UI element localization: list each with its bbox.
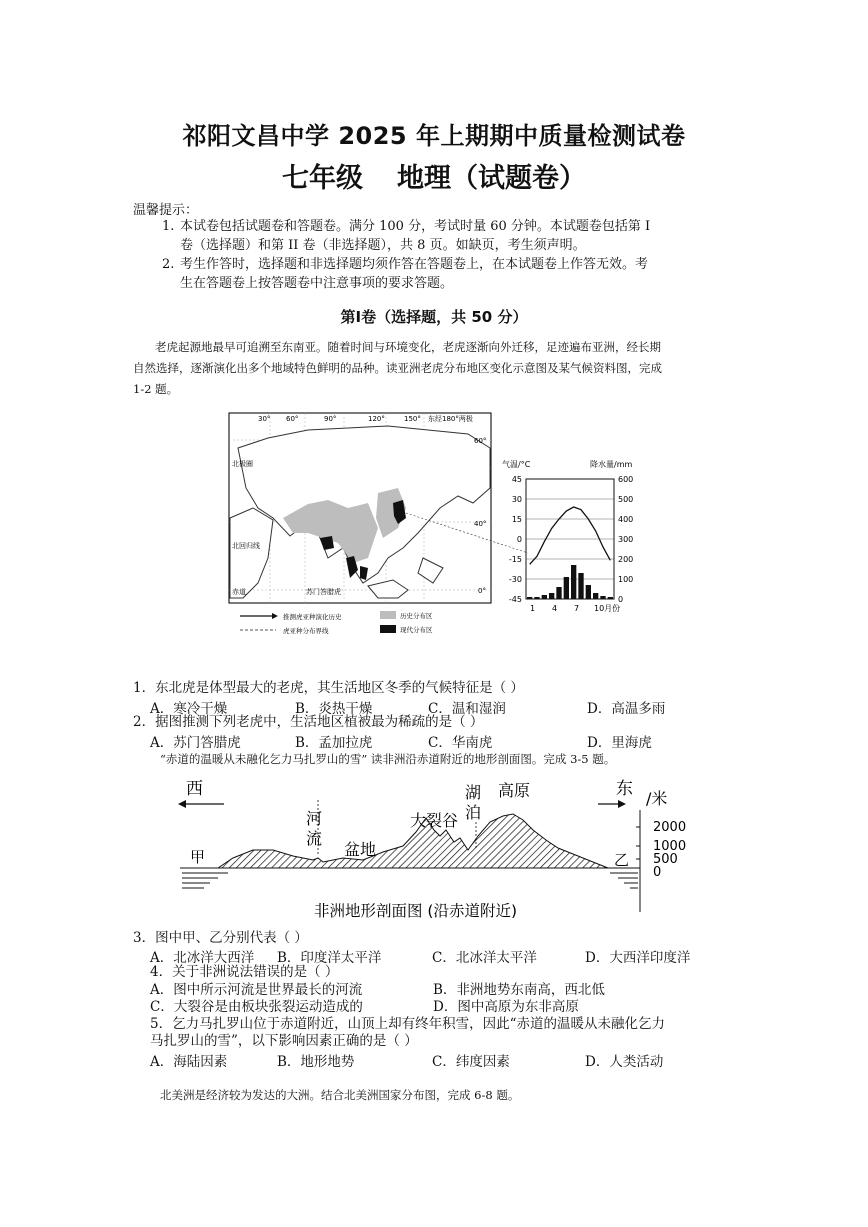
map-lon-label: 120° xyxy=(368,415,385,423)
tip-2-line-1: 考生作答时，选择题和非选择题均须作答在答题卷上，在本试题卷上作答无效。考 xyxy=(180,257,649,272)
option-b[interactable]: B．印度洋太平洋 xyxy=(277,950,382,966)
map-lon-label: 150° xyxy=(404,415,421,423)
climate-left-axis-label: 气温/°C xyxy=(502,460,531,469)
precip-bar xyxy=(564,577,569,599)
question-4-stem: 4．关于非洲说法错误的是（ ） xyxy=(150,964,339,980)
option-b[interactable]: B．炎热干燥 xyxy=(295,701,373,717)
yi-label: 乙 xyxy=(614,851,630,869)
tip-1-line-1: 本试卷包括试题卷和答题卷。满分 100 分，考试时量 60 分钟。本试题卷包括第 I xyxy=(180,219,651,234)
option-d[interactable]: D．人类活动 xyxy=(585,1054,664,1070)
option-a[interactable]: A．图中所示河流是世界最长的河流 xyxy=(150,982,363,998)
question-3-stem: 3．图中甲、乙分别代表（ ） xyxy=(133,930,308,946)
map-lon-label: 90° xyxy=(324,415,337,423)
west-label: 西 xyxy=(186,779,203,799)
month-tick: 4 xyxy=(552,604,558,613)
map-legend-label: 现代分布区 xyxy=(400,626,433,634)
option-b[interactable]: B．非洲地势东南高，西北低 xyxy=(433,982,605,998)
map-place-label: 北极圈 xyxy=(232,460,253,468)
river-label: 河 xyxy=(306,809,323,828)
temp-tick: 30 xyxy=(511,495,522,504)
option-c[interactable]: C．北冰洋太平洋 xyxy=(432,950,537,966)
temp-tick: -30 xyxy=(508,575,522,584)
basin-label: 盆地 xyxy=(344,840,377,859)
precip-tick: 100 xyxy=(618,575,634,584)
option-d[interactable]: D．里海虎 xyxy=(587,735,652,751)
intro-paragraph-1: 老虎起源地最早可追溯至东南亚。随着时间与环境变化，老虎逐渐向外迁移，足迹遍布亚洲，经长期 自然选择，逐渐演化出多个地域特色鲜明的品种。读亚洲老虎分布地区变化示意图及某气候资料图，完成 1-2 题。 xyxy=(133,340,662,396)
tips-label: 温馨提示： xyxy=(133,203,199,218)
intro-paragraph-2: “赤道的温暖从未融化乞力马扎罗山的雪” 读非洲沿赤道附近的地形剖面图。完成 3-5 题。 xyxy=(160,752,616,766)
elevation-tick: 2000 xyxy=(653,820,687,835)
temperature-line xyxy=(530,507,611,564)
map-lon-label: 60° xyxy=(286,415,299,423)
jia-label: 甲 xyxy=(190,848,206,866)
precip-bar xyxy=(556,587,561,599)
option-c[interactable]: C．华南虎 xyxy=(428,735,493,751)
exam-subtitle xyxy=(0,156,868,195)
month-tick: 10月份 xyxy=(594,604,621,613)
plateau-label: 高原 xyxy=(498,781,531,800)
east-label: 东 xyxy=(616,779,633,799)
map-legend-label: 历史分布区 xyxy=(400,612,433,620)
option-d[interactable]: D．高温多雨 xyxy=(587,701,666,717)
precip-tick: 500 xyxy=(618,495,634,504)
rift-label: 大裂谷 xyxy=(410,811,459,830)
option-d[interactable]: D．图中高原为东非高原 xyxy=(433,999,579,1015)
map-lon-label: 30° xyxy=(258,415,271,423)
option-c[interactable]: C．大裂谷是由板块张裂运动造成的 xyxy=(150,999,363,1015)
temp-tick: 15 xyxy=(511,515,522,524)
grade-label: 七年级 xyxy=(282,163,363,194)
lake-label: 湖 xyxy=(465,783,482,802)
elevation-tick: 1000 xyxy=(653,839,687,854)
precip-tick: 300 xyxy=(618,535,634,544)
temp-tick: -15 xyxy=(508,555,522,564)
elevation-tick: 0 xyxy=(653,865,662,880)
option-a[interactable]: A．海陆因素 xyxy=(150,1054,228,1070)
africa-profile-chart xyxy=(178,770,687,930)
subject-label: 地理（试题卷） xyxy=(397,163,586,194)
climate-chart xyxy=(490,455,646,615)
elevation-tick: 500 xyxy=(653,852,678,867)
question-1-stem: 1．东北虎是体型最大的老虎，其生活地区冬季的气候特征是（ ） xyxy=(133,680,524,696)
map-lat-label: 60° xyxy=(474,437,487,445)
temp-tick: -45 xyxy=(508,595,522,604)
map-place-label: 北回归线 xyxy=(232,542,260,550)
precip-tick: 200 xyxy=(618,555,634,564)
question-2-options xyxy=(150,731,652,751)
precip-tick: 600 xyxy=(618,475,634,484)
option-c[interactable]: C．温和湿润 xyxy=(428,701,506,717)
option-a[interactable]: A．北冰洋大西洋 xyxy=(150,950,255,966)
tip-item-2: 2. 考生作答时，选择题和非选择题均须作答在答题卷上，在本试题卷上作答无效。考 生在答题卷上按答题卷中注意事项的要求答题。 xyxy=(162,257,649,291)
question-2-stem: 2．据图推测下列老虎中，生活地区植被最为稀疏的是（ ） xyxy=(133,714,484,730)
question-5-stem-line-2: 马扎罗山的雪”，以下影响因素正确的是（ ） xyxy=(150,1033,418,1049)
precip-bar xyxy=(593,593,598,599)
map-lat-label: 0° xyxy=(478,587,486,595)
option-b[interactable]: B．地形地势 xyxy=(277,1054,355,1070)
tip-item-1: 1. 本试卷包括试题卷和答题卷。满分 100 分，考试时量 60 分钟。本试题卷包括第 I 卷（选择题）和第 II 卷（非选择题），共 8 页。如缺页，考生须声明。 xyxy=(162,219,651,253)
tip-1-line-2: 卷（选择题）和第 II 卷（非选择题），共 8 页。如缺页，考生须声明。 xyxy=(180,238,586,253)
climate-right-axis-label: 降水量/mm xyxy=(590,460,633,469)
map-place-label: 赤道 xyxy=(232,588,246,596)
option-c[interactable]: C．纬度因素 xyxy=(432,1054,510,1070)
temp-tick: 45 xyxy=(511,475,522,484)
lake-label: 泊 xyxy=(465,803,482,822)
intro-paragraph-3: 北美洲是经济较为发达的大洲。结合北美洲国家分布图，完成 6-8 题。 xyxy=(160,1088,520,1102)
asia-tiger-map xyxy=(228,408,498,636)
option-a[interactable]: A．苏门答腊虎 xyxy=(150,735,241,751)
tip-2-line-2: 生在答题卷上按答题卷中注意事项的要求答题。 xyxy=(180,276,454,291)
precip-tick: 0 xyxy=(618,595,624,604)
precip-bar xyxy=(549,593,554,599)
option-b[interactable]: B．孟加拉虎 xyxy=(295,735,373,751)
map-legend-label: 推测虎亚种演化历史 xyxy=(283,613,342,621)
option-d[interactable]: D．大西洋印度洋 xyxy=(585,950,691,966)
option-a[interactable]: A．寒冷干燥 xyxy=(150,701,228,717)
month-tick: 7 xyxy=(574,604,580,613)
precip-bar xyxy=(586,585,591,599)
question-5-stem-line-1: 5．乞力马扎罗山位于赤道附近，山顶上却有终年积雪，因此“赤道的温暖从未融化乞力 xyxy=(150,1016,665,1032)
precip-bar xyxy=(578,573,583,599)
precip-tick: 400 xyxy=(618,515,634,524)
question-5-options xyxy=(150,1050,663,1070)
precip-bar xyxy=(571,565,576,599)
section-heading: 第I卷（选择题，共 50 分） xyxy=(340,308,528,326)
precip-bar xyxy=(542,595,547,599)
river-label: 流 xyxy=(306,829,323,848)
map-legend-label: 虎亚种分布界线 xyxy=(283,627,329,635)
temp-tick: 0 xyxy=(516,535,522,544)
map-lon-label: 东经180°两极 xyxy=(428,415,473,423)
month-tick: 1 xyxy=(530,604,536,613)
map-lat-label: 40° xyxy=(474,520,487,528)
profile-caption: 非洲地形剖面图 (沿赤道附近) xyxy=(314,902,518,920)
unit-label: /米 xyxy=(646,789,668,808)
exam-title: 祁阳文昌中学 2025 年上期期中质量检测试卷 xyxy=(182,122,686,150)
map-place-label: 苏门答腊虎 xyxy=(306,588,341,596)
